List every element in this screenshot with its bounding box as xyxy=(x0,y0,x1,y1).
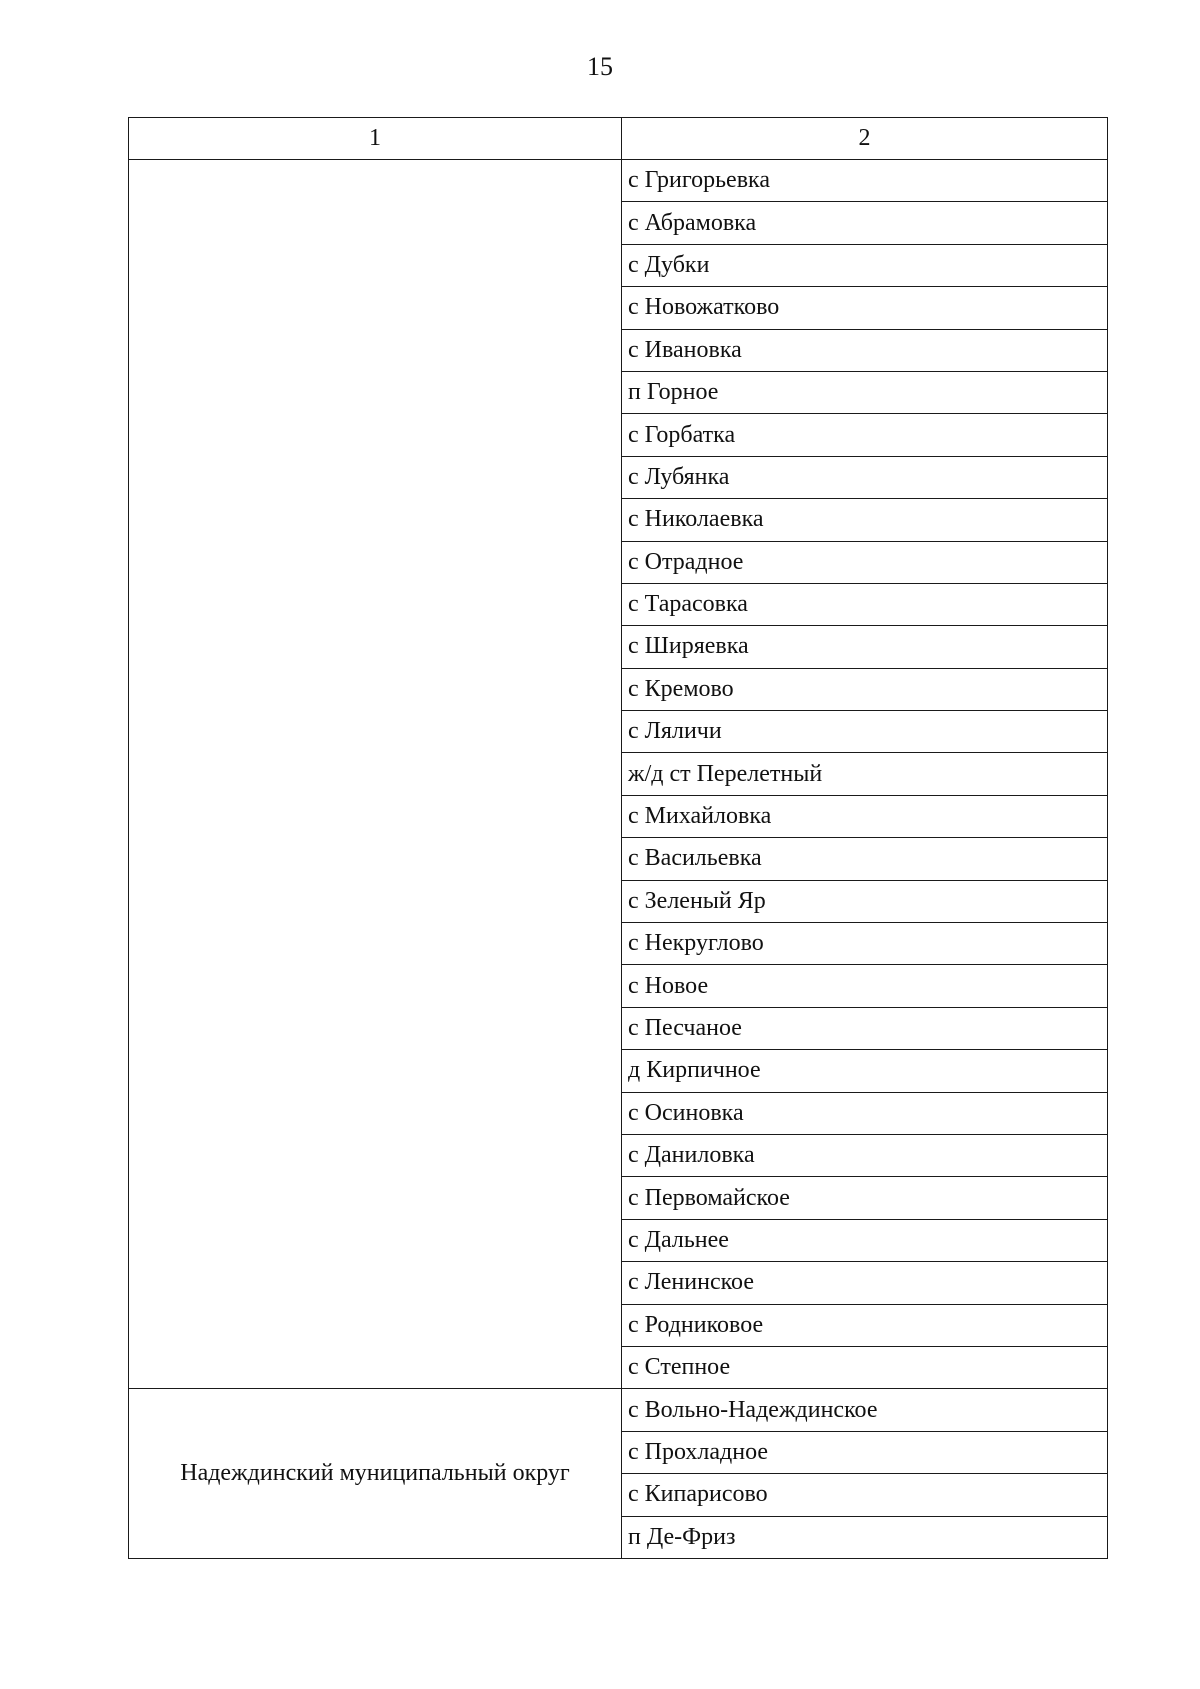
settlement-name-cell: с Тарасовка xyxy=(622,583,1108,625)
settlements-table xyxy=(128,117,1108,1559)
settlement-name-cell: с Зеленый Яр xyxy=(622,880,1108,922)
table-row xyxy=(129,160,1108,202)
settlement-name-cell: с Михайловка xyxy=(622,795,1108,837)
column-header-2: 2 xyxy=(622,118,1108,160)
settlement-name-cell: с Лубянка xyxy=(622,456,1108,498)
settlement-name-cell: с Васильевка xyxy=(622,838,1108,880)
settlement-name-cell: с Отрадное xyxy=(622,541,1108,583)
settlement-name-cell: с Григорьевка xyxy=(622,160,1108,202)
page-number: 15 xyxy=(587,52,613,81)
settlement-name-cell: с Абрамовка xyxy=(622,202,1108,244)
settlement-name-cell: с Родниковое xyxy=(622,1304,1108,1346)
settlement-name-cell: с Горбатка xyxy=(622,414,1108,456)
settlement-name-cell: с Ширяевка xyxy=(622,626,1108,668)
settlement-name-cell: д Кирпичное xyxy=(622,1050,1108,1092)
settlement-name-cell: с Дубки xyxy=(622,244,1108,286)
settlement-name-cell: с Кремово xyxy=(622,668,1108,710)
settlement-name-cell: с Вольно-Надеждинское xyxy=(622,1389,1108,1431)
table-header-row xyxy=(129,118,1108,160)
settlement-name-cell: с Ляличи xyxy=(622,711,1108,753)
settlement-name-cell: с Песчаное xyxy=(622,1007,1108,1049)
settlement-name-cell: с Даниловка xyxy=(622,1134,1108,1176)
table-row xyxy=(129,1389,1108,1431)
settlement-name-cell: с Некруглово xyxy=(622,923,1108,965)
column-header-1: 1 xyxy=(129,118,622,160)
settlement-name-cell: с Кипарисово xyxy=(622,1474,1108,1516)
settlement-name-cell: с Осиновка xyxy=(622,1092,1108,1134)
district-name-cell xyxy=(129,160,622,1389)
settlement-name-cell: с Новое xyxy=(622,965,1108,1007)
settlement-name-cell: с Дальнее xyxy=(622,1219,1108,1261)
settlement-name-cell: ж/д ст Перелетный xyxy=(622,753,1108,795)
table-body xyxy=(129,160,1108,1559)
settlement-name-cell: с Ивановка xyxy=(622,329,1108,371)
settlement-name-cell: с Первомайское xyxy=(622,1177,1108,1219)
settlement-name-cell: с Новожатково xyxy=(622,287,1108,329)
settlement-name-cell: с Николаевка xyxy=(622,499,1108,541)
district-name-cell: Надеждинский муниципальный округ xyxy=(129,1389,622,1559)
settlement-name-cell: с Прохладное xyxy=(622,1431,1108,1473)
settlement-name-cell: с Степное xyxy=(622,1346,1108,1388)
settlement-name-cell: п Горное xyxy=(622,371,1108,413)
settlement-name-cell: п Де-Фриз xyxy=(622,1516,1108,1558)
settlement-name-cell: с Ленинское xyxy=(622,1262,1108,1304)
